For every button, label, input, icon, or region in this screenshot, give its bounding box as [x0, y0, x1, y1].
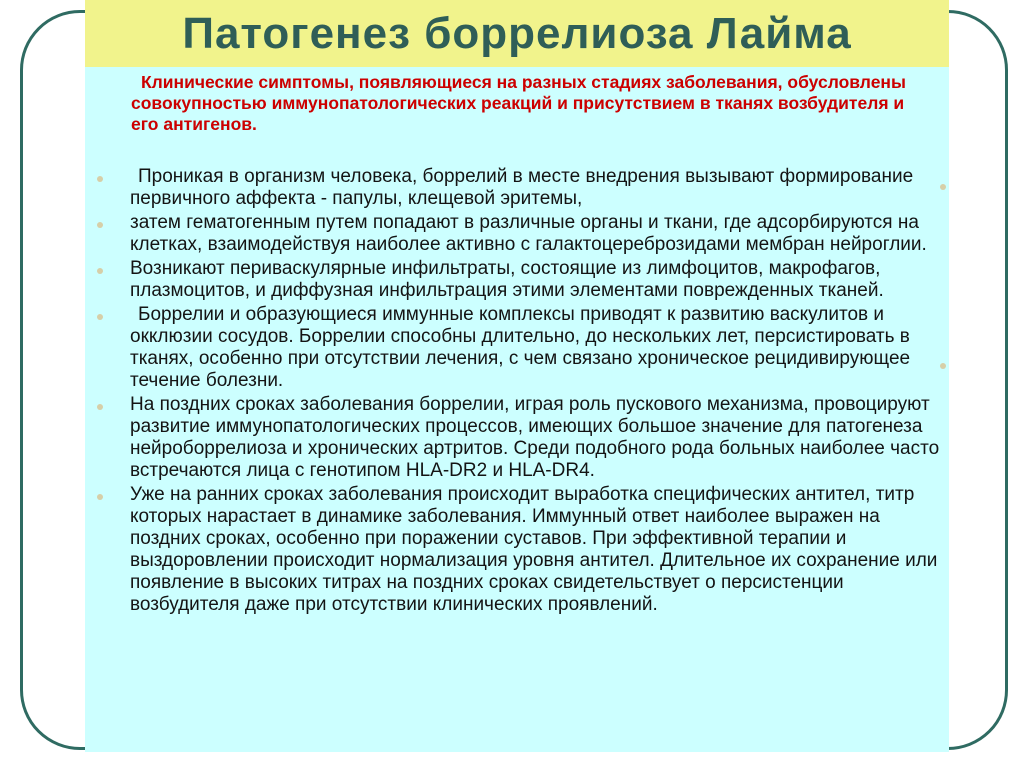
bullet-text: На поздних сроках заболевания боррелии, играя роль пускового механизма, провоцируют развитие иммунопатологических процессов, имеющих большое значение для патогенеза нейроборрелиоза и хронических артритов. Среди подобного рода больных наиболее часто встречаются лица с генотипом HLA-DR2 и HLA-DR4.	[130, 394, 940, 481]
list-item	[85, 212, 949, 256]
bullet-dot-icon	[97, 314, 103, 320]
list-item	[85, 484, 949, 616]
decorative-dot-icon	[940, 363, 946, 369]
bullet-dot-icon	[97, 494, 103, 500]
bullet-text: Боррелии и образующиеся иммунные комплексы приводят к развитию васкулитов и окклюзии сосудов. Боррелии способны длительно, до нескольких лет, персистировать в тканях, особенно при отсутствии лечения, с чем связано хроническое рецидивирующее течение болезни.	[130, 304, 911, 391]
bullet-text: Уже на ранних сроках заболевания происходит выработка специфических антител, титр которых нарастает в динамике заболевания. Иммунный ответ наиболее выражен на поздних сроках, особенно при поражении суставов. При эффективной терапии и выздоровлении происходит нормализация уровня антител. Длительное их сохранение или появление в высоких титрах на поздних сроках свидетельствует о персистенции возбудителя даже при отсутствии клинических проявлений.	[130, 484, 938, 615]
bullet-list	[85, 166, 949, 618]
bullet-dot-icon	[97, 222, 103, 228]
intro-paragraph: Клинические симптомы, появляющиеся на разных стадиях заболевания, обусловлены совокупностью иммунопатологических реакций и присутствием в тканях возбудителя и его антигенов.	[131, 72, 906, 134]
slide-title: Патогенез боррелиоза Лайма	[182, 9, 852, 58]
decorative-dot-icon	[940, 184, 946, 190]
bullet-text: Проникая в организм человека, боррелий в месте внедрения вызывают формирование первичного аффекта - папулы, клещевой эритемы,	[130, 166, 914, 209]
bullet-text: Возникают периваскулярные инфильтраты, состоящие из лимфоцитов, макрофагов, плазмоцитов, и диффузная инфильтрация этими элементами поврежденных тканей.	[130, 258, 884, 301]
list-item	[85, 258, 949, 302]
list-item	[85, 394, 949, 482]
list-item	[85, 304, 949, 392]
bullet-text: затем гематогенным путем попадают в различные органы и ткани, где адсорбируются на клетках, взаимодействуя наиболее активно с галактоцереброзидами мембран нейроглии.	[130, 212, 927, 255]
bullet-dot-icon	[97, 176, 103, 182]
bullet-dot-icon	[97, 404, 103, 410]
list-item	[85, 166, 949, 210]
bullet-dot-icon	[97, 268, 103, 274]
slide	[85, 0, 949, 752]
